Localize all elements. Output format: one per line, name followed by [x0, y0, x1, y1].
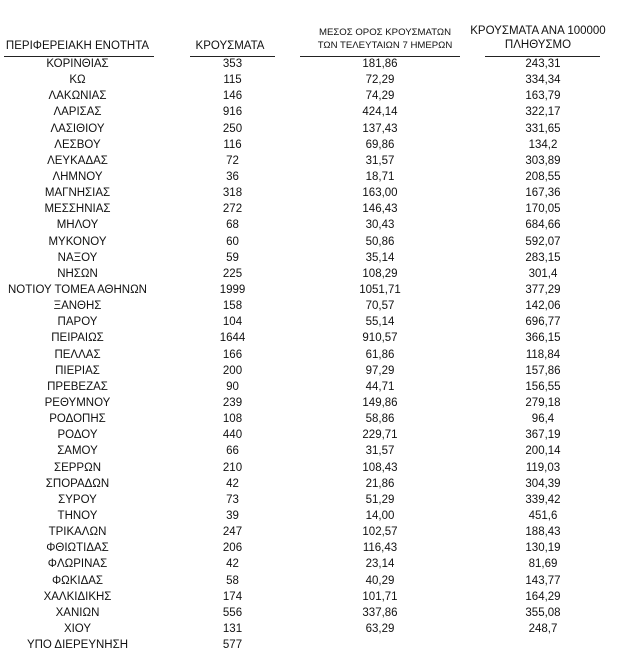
- per-100k-cell: 130,19: [525, 542, 561, 555]
- per-100k-cell: 143,77: [525, 574, 561, 587]
- per-100k-cell: 304,39: [525, 477, 561, 490]
- average-cell: 30,43: [365, 219, 395, 232]
- table-row: [0, 250, 619, 266]
- cases-cell: 73: [226, 493, 239, 506]
- average-cell: 337,86: [362, 606, 398, 619]
- table-row: [0, 379, 619, 395]
- header-average-line1: ΜΕΣΟΣ ΟΡΟΣ ΚΡΟΥΣΜΑΤΩΝ: [318, 27, 452, 38]
- average-cell: 72,29: [365, 74, 395, 87]
- per-100k-cell: 163,79: [525, 90, 561, 103]
- per-100k-cell: 81,69: [528, 558, 558, 571]
- cases-cell: 272: [222, 203, 243, 216]
- average-cell: 108,43: [362, 461, 398, 474]
- region-cell: ΠΑΡΟΥ: [57, 316, 98, 329]
- per-100k-cell: 170,05: [525, 203, 561, 216]
- cases-cell: 916: [222, 106, 243, 119]
- average-cell: 31,57: [365, 445, 395, 458]
- table-row: [0, 411, 619, 427]
- table-row: [0, 88, 619, 104]
- region-cell: ΞΑΝΘΗΣ: [53, 300, 102, 313]
- cases-cell: 556: [222, 606, 243, 619]
- per-100k-cell: 200,14: [525, 445, 561, 458]
- cases-cell: 200: [222, 364, 243, 377]
- average-cell: 149,86: [362, 396, 398, 409]
- average-cell: 146,43: [362, 203, 398, 216]
- average-cell: 21,86: [365, 477, 395, 490]
- average-cell: 18,71: [365, 170, 395, 183]
- cases-cell: 66: [226, 445, 239, 458]
- table-row: [0, 347, 619, 363]
- cases-cell: 250: [222, 122, 243, 135]
- per-100k-cell: 684,66: [525, 219, 561, 232]
- cases-cell: 206: [222, 542, 243, 555]
- table-row: [0, 540, 619, 556]
- table-row: [0, 185, 619, 201]
- table-row: [0, 476, 619, 492]
- per-100k-cell: 366,15: [525, 332, 561, 345]
- region-cell: ΛΑΣΙΘΙΟΥ: [50, 122, 105, 135]
- region-cell: ΜΑΓΝΗΣΙΑΣ: [44, 187, 111, 200]
- per-100k-cell: 367,19: [525, 429, 561, 442]
- region-cell: ΛΑΚΩΝΙΑΣ: [48, 90, 107, 103]
- table-row: [0, 395, 619, 411]
- cases-cell: 239: [222, 396, 243, 409]
- header-average-line2: ΤΩΝ ΤΕΛΕΥΤΑΙΩΝ 7 ΗΜΕΡΩΝ: [317, 40, 453, 51]
- per-100k-cell: 96,4: [531, 413, 555, 426]
- per-100k-cell: 301,4: [528, 267, 558, 280]
- average-cell: 61,86: [365, 348, 395, 361]
- cases-cell: 115: [223, 74, 242, 87]
- cases-cell: 1644: [219, 332, 246, 345]
- per-100k-cell: 243,31: [525, 58, 561, 70]
- table-row: [0, 314, 619, 330]
- per-100k-cell: 283,15: [525, 251, 561, 264]
- table-row: [0, 234, 619, 250]
- table-row: [0, 137, 619, 153]
- region-cell: ΛΗΜΝΟΥ: [52, 170, 103, 183]
- cases-cell: 36: [226, 170, 239, 183]
- table-row: [0, 169, 619, 185]
- region-cell: ΧΑΝΙΩΝ: [55, 606, 100, 619]
- cases-cell: 210: [222, 461, 243, 474]
- region-cell: ΚΟΡΙΝΘΙΑΣ: [46, 58, 109, 70]
- table-row: [0, 524, 619, 540]
- cases-cell: 1999: [219, 283, 246, 296]
- region-cell: ΣΥΡΟΥ: [58, 493, 97, 506]
- table-row: [0, 605, 619, 621]
- region-cell: ΧΑΛΚΙΔΙΚΗΣ: [43, 590, 112, 603]
- per-100k-cell: 331,65: [525, 122, 561, 135]
- region-cell: ΤΗΝΟΥ: [57, 509, 98, 522]
- cases-cell: 59: [226, 251, 239, 264]
- cases-cell: 72: [226, 154, 239, 167]
- cases-cell: 42: [226, 477, 239, 490]
- cases-cell: 116: [223, 138, 242, 151]
- table-row: [0, 443, 619, 459]
- average-cell: 424,14: [362, 106, 398, 119]
- average-cell: 163,00: [362, 187, 398, 200]
- region-cell: ΠΕΛΛΑΣ: [54, 348, 101, 361]
- region-cell: ΜΥΚΟΝΟΥ: [48, 235, 107, 248]
- region-cell: ΝΟΤΙΟΥ ΤΟΜΕΑ ΑΘΗΝΩΝ: [8, 283, 147, 296]
- per-100k-cell: 334,34: [525, 74, 561, 87]
- average-cell: 51,29: [365, 493, 395, 506]
- region-cell: ΚΩ: [69, 74, 86, 87]
- region-cell: ΡΟΔΟΥ: [57, 429, 98, 442]
- table-row: [0, 266, 619, 282]
- region-cell: ΡΟΔΟΠΗΣ: [49, 413, 106, 426]
- region-cell: ΡΕΘΥΜΝΟΥ: [44, 396, 111, 409]
- per-100k-cell: 322,17: [525, 106, 561, 119]
- table-row: [0, 363, 619, 379]
- average-cell: 137,43: [362, 122, 398, 135]
- region-cell: ΛΕΥΚΑΔΑΣ: [47, 154, 108, 167]
- table-row: [0, 104, 619, 120]
- table-row: [0, 492, 619, 508]
- table-row: [0, 153, 619, 169]
- average-cell: 910,57: [362, 332, 398, 345]
- cases-cell: 108: [222, 413, 243, 426]
- per-100k-cell: 157,86: [525, 364, 561, 377]
- average-cell: 101,71: [362, 590, 398, 603]
- table-row: [0, 217, 619, 233]
- table-row: [0, 56, 619, 72]
- table-body: [0, 56, 619, 653]
- per-100k-cell: 164,29: [525, 590, 561, 603]
- table-row: [0, 330, 619, 346]
- cases-cell: 90: [226, 380, 239, 393]
- cases-cell: 42: [226, 558, 239, 571]
- region-cell: ΝΗΣΩΝ: [57, 267, 98, 280]
- table-row: [0, 282, 619, 298]
- average-cell: 35,14: [365, 251, 395, 264]
- region-cell: ΣΑΜΟΥ: [57, 445, 98, 458]
- region-cell: ΠΙΕΡΙΑΣ: [55, 364, 100, 377]
- cases-cell: 440: [222, 429, 243, 442]
- region-cell: ΠΕΙΡΑΙΩΣ: [51, 332, 104, 345]
- cases-cell: 146: [222, 90, 243, 103]
- average-cell: 63,29: [365, 622, 395, 635]
- per-100k-cell: 142,06: [525, 300, 561, 313]
- per-100k-cell: 303,89: [525, 154, 561, 167]
- average-cell: 50,86: [365, 235, 395, 248]
- cases-cell: 58: [226, 574, 239, 587]
- cases-cell: 166: [222, 348, 243, 361]
- header-average: [300, 26, 470, 52]
- table-row: [0, 508, 619, 524]
- average-cell: 102,57: [362, 526, 398, 539]
- table-row: [0, 637, 619, 653]
- average-cell: 97,29: [365, 364, 395, 377]
- per-100k-cell: 339,42: [525, 493, 561, 506]
- header-cases: ΚΡΟΥΣΜΑΤΑ: [195, 40, 265, 52]
- region-cell: ΥΠΟ ΔΙΕΡΕΥΝΗΣΗ: [26, 639, 129, 652]
- region-cell: ΤΡΙΚΑΛΩΝ: [48, 526, 107, 539]
- per-100k-cell: 451,6: [528, 509, 558, 522]
- region-cell: ΣΕΡΡΩΝ: [53, 461, 102, 474]
- region-cell: ΣΠΟΡΑΔΩΝ: [45, 477, 110, 490]
- table-row: [0, 121, 619, 137]
- table-row: [0, 556, 619, 572]
- region-cell: ΛΕΣΒΟΥ: [54, 138, 101, 151]
- average-cell: 181,86: [362, 58, 398, 70]
- cases-cell: 577: [222, 639, 243, 652]
- average-cell: 14,00: [365, 509, 395, 522]
- region-cell: ΦΛΩΡΙΝΑΣ: [47, 558, 108, 571]
- per-100k-cell: 279,18: [525, 396, 561, 409]
- region-cell: ΜΗΛΟΥ: [56, 219, 99, 232]
- per-100k-cell: 167,36: [525, 187, 561, 200]
- per-100k-cell: 134,2: [528, 138, 558, 151]
- average-cell: 116,43: [362, 542, 398, 555]
- average-cell: 74,29: [365, 90, 395, 103]
- cases-cell: 158: [222, 300, 243, 313]
- header-region: ΠΕΡΙΦΕΡΕΙΑΚΗ ΕΝΟΤΗΤΑ: [5, 40, 150, 52]
- cases-cell: 68: [226, 219, 239, 232]
- table-row: [0, 298, 619, 314]
- table-row: [0, 72, 619, 88]
- average-cell: 44,71: [365, 380, 395, 393]
- per-100k-cell: 355,08: [525, 606, 561, 619]
- per-100k-cell: 119,03: [525, 461, 561, 474]
- average-cell: 31,57: [365, 154, 395, 167]
- table-row: [0, 427, 619, 443]
- region-cell: ΛΑΡΙΣΑΣ: [53, 106, 102, 119]
- cases-cell: 39: [226, 509, 239, 522]
- header-per-100k-line1: ΚΡΟΥΣΜΑΤΑ ΑΝΑ 100000: [470, 25, 606, 37]
- region-cell: ΦΩΚΙΔΑΣ: [51, 574, 104, 587]
- table-row: [0, 201, 619, 217]
- per-100k-cell: 696,77: [525, 316, 561, 329]
- region-cell: ΧΙΟΥ: [63, 622, 92, 635]
- average-cell: 1051,71: [359, 283, 401, 296]
- per-100k-cell: 592,07: [525, 235, 561, 248]
- average-cell: 23,14: [365, 558, 395, 571]
- table-row: [0, 589, 619, 605]
- cases-cell: 60: [226, 235, 239, 248]
- average-cell: 108,29: [362, 267, 398, 280]
- average-cell: 58,86: [365, 413, 395, 426]
- region-cell: ΦΘΙΩΤΙΔΑΣ: [46, 542, 109, 555]
- cases-cell: 318: [222, 187, 243, 200]
- per-100k-cell: 377,29: [525, 283, 561, 296]
- cases-cell: 174: [222, 590, 243, 603]
- per-100k-cell: 248,7: [528, 622, 558, 635]
- header-per-100k: [458, 24, 618, 52]
- table-row: [0, 460, 619, 476]
- header-per-100k-line2: ΠΛΗΘΥΣΜΟ: [504, 39, 572, 51]
- average-cell: 229,71: [362, 429, 398, 442]
- region-cell: ΜΕΣΣΗΝΙΑΣ: [44, 203, 111, 216]
- cases-cell: 131: [222, 622, 243, 635]
- table-row: [0, 621, 619, 637]
- cases-cell: 247: [222, 526, 243, 539]
- average-cell: 70,57: [365, 300, 395, 313]
- per-100k-cell: 118,84: [525, 348, 561, 361]
- per-100k-cell: 208,55: [525, 170, 561, 183]
- average-cell: 55,14: [365, 316, 395, 329]
- per-100k-cell: 156,55: [525, 380, 561, 393]
- per-100k-cell: 188,43: [525, 526, 561, 539]
- average-cell: 69,86: [365, 138, 395, 151]
- cases-cell: 353: [222, 58, 243, 70]
- table-row: [0, 573, 619, 589]
- average-cell: 40,29: [365, 574, 395, 587]
- cases-cell: 104: [222, 316, 243, 329]
- region-cell: ΝΑΞΟΥ: [57, 251, 98, 264]
- region-cell: ΠΡΕΒΕΖΑΣ: [47, 380, 108, 393]
- cases-cell: 225: [222, 267, 243, 280]
